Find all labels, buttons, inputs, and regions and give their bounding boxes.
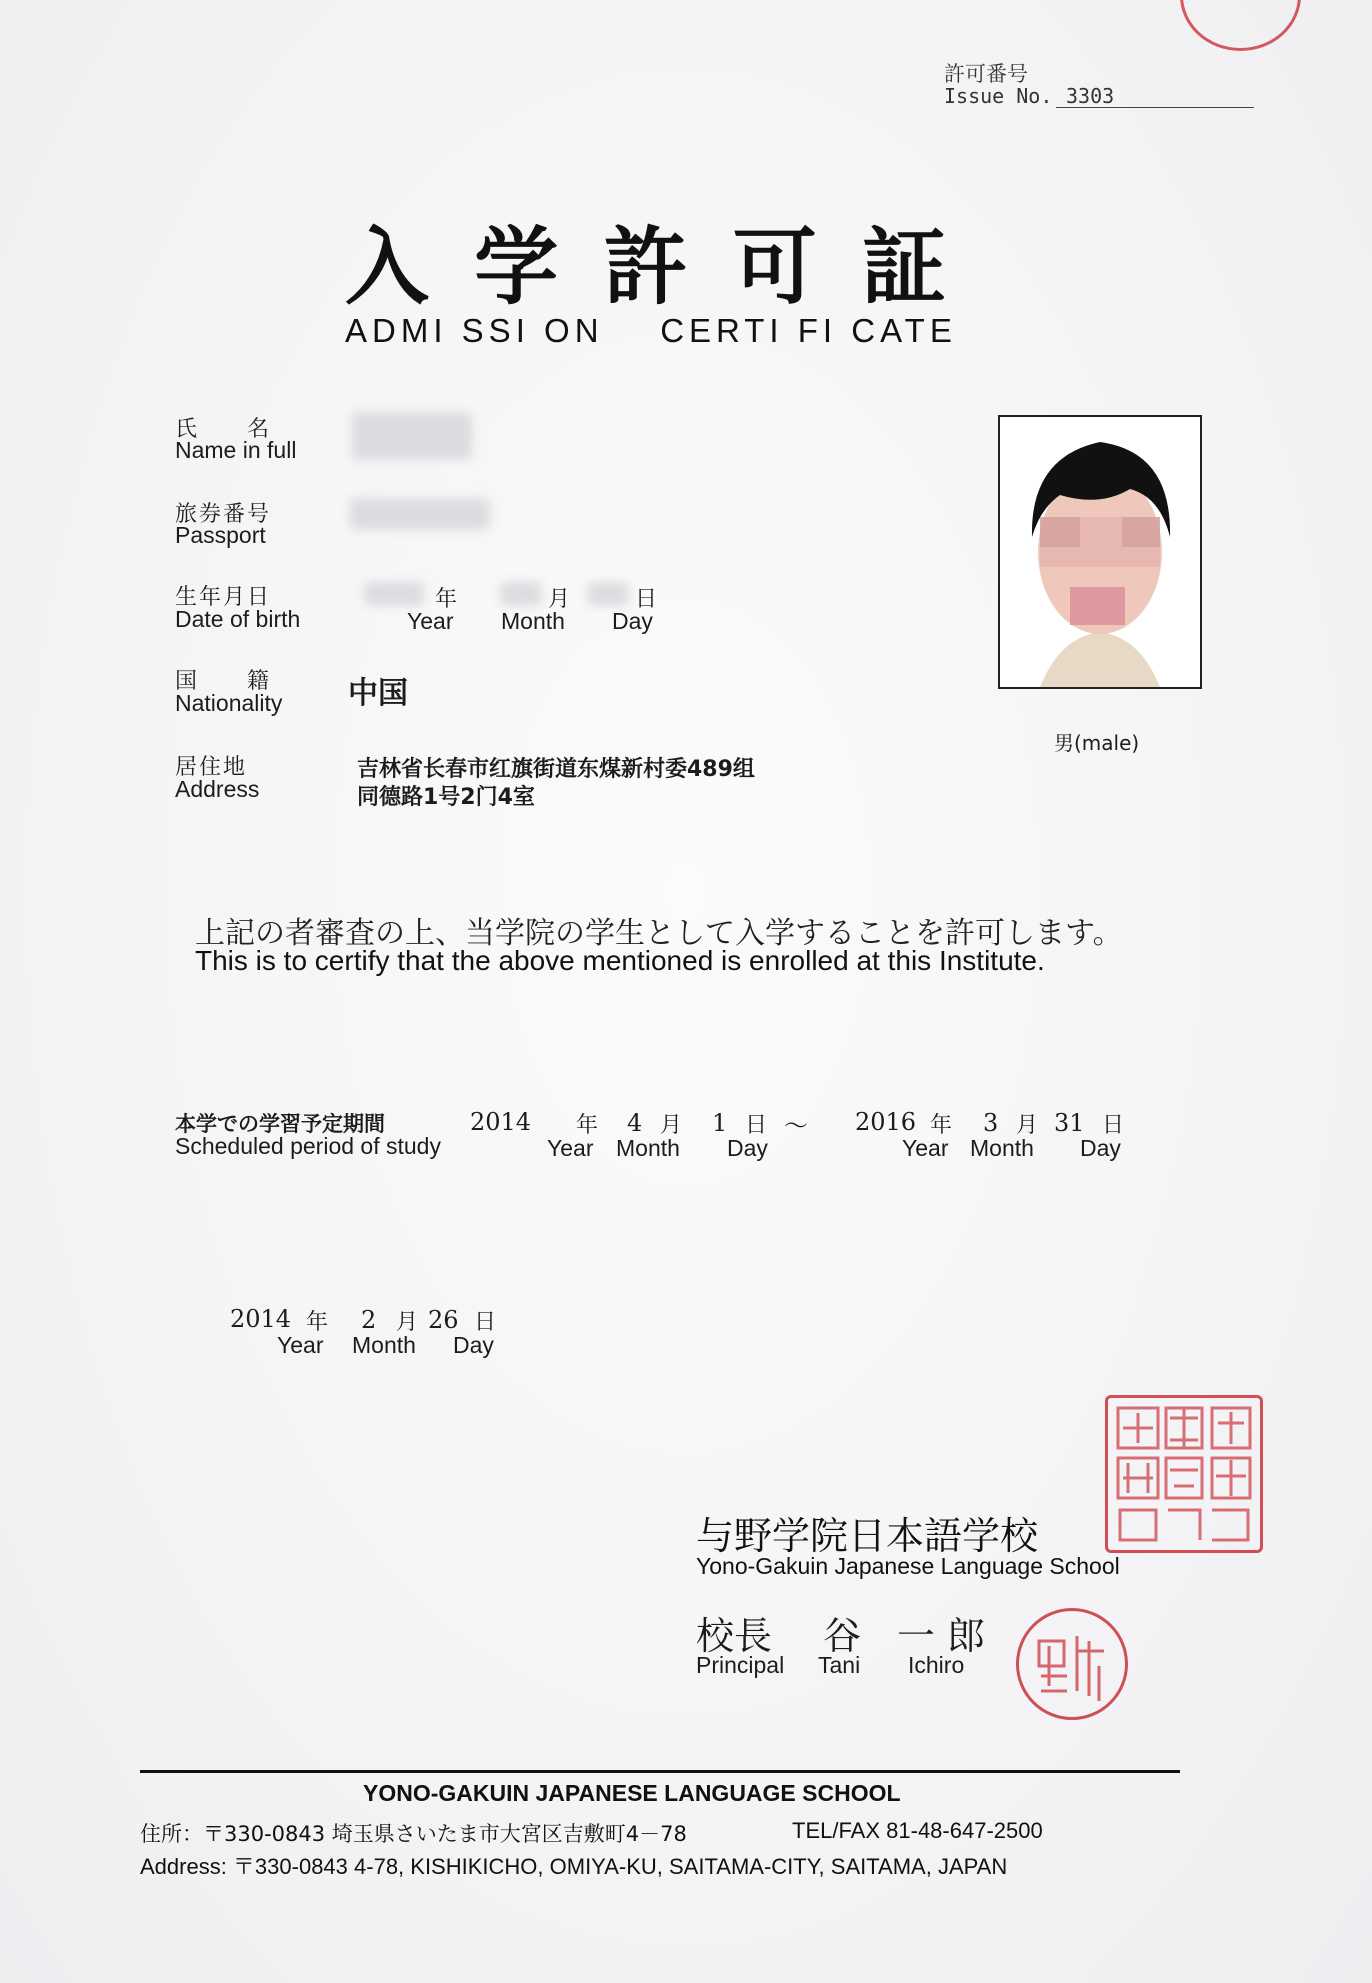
address-line1: 吉林省长春市红旗街道东煤新村委489组 <box>357 757 755 782</box>
dob-label-en: Date of birth <box>175 606 301 632</box>
footer-address-jp: 住所：〒330-0843 埼玉県さいたま市大宮区吉敷町4－78 <box>140 1822 687 1846</box>
issue-date-year-en: Year <box>277 1332 324 1358</box>
nationality-label-en: Nationality <box>175 690 283 716</box>
principal-round-seal <box>1016 1608 1128 1720</box>
dob-month-jp: 月 <box>548 587 571 612</box>
principal-surname-jp: 谷 <box>823 1614 862 1658</box>
square-seal-pattern <box>1108 1398 1260 1550</box>
period-start-day-jp: 日 <box>745 1113 768 1138</box>
dob-year-jp: 年 <box>435 587 458 612</box>
issue-date-day: 26 <box>428 1306 459 1334</box>
period-start-year-en: Year <box>547 1135 594 1161</box>
dob-day-en: Day <box>612 608 653 634</box>
issue-date-month: 2 <box>361 1306 377 1334</box>
period-start-year: 2014 <box>470 1108 532 1136</box>
period-start-day-en: Day <box>727 1135 768 1161</box>
issue-number-underline <box>1056 107 1254 108</box>
school-name-jp: 与野学院日本語学校 <box>696 1514 1039 1558</box>
statement-jp: 上記の者審査の上、当学院の学生として入学することを許可します。 <box>195 916 1123 951</box>
dob-year-en: Year <box>407 608 454 634</box>
issue-date-month-en: Month <box>352 1332 416 1358</box>
principal-title-en: Principal <box>696 1652 785 1678</box>
period-start-month: 4 <box>627 1109 643 1137</box>
corner-seal-fragment <box>1180 0 1301 51</box>
period-label-en: Scheduled period of study <box>175 1133 441 1159</box>
period-end-year-en: Year <box>902 1135 949 1161</box>
period-start-month-jp: 月 <box>660 1113 683 1138</box>
period-label-jp: 本学での学習予定期間 <box>175 1112 385 1136</box>
dob-day-redacted <box>587 582 629 606</box>
period-tilde: ～ <box>784 1112 808 1140</box>
footer-address-en: Address: 〒330-0843 4-78, KISHIKICHO, OMIYA-KU, SAITAMA-CITY, SAITAMA, JAPAN <box>140 1854 1008 1879</box>
nationality-value: 中国 <box>348 676 408 711</box>
footer-rule <box>140 1770 1180 1773</box>
statement-en: This is to certify that the above mentioned is enrolled at this Institute. <box>195 945 1045 976</box>
address-label-en: Address <box>175 776 260 802</box>
dob-month-en: Month <box>501 608 565 634</box>
principal-title-jp: 校長 <box>696 1614 773 1658</box>
name-redacted <box>352 412 472 460</box>
principal-given-jp: 一 郎 <box>897 1614 986 1658</box>
footer-school-name: YONO-GAKUIN JAPANESE LANGUAGE SCHOOL <box>363 1780 901 1806</box>
issue-date-day-en: Day <box>453 1332 494 1358</box>
period-end-day: 31 <box>1054 1109 1085 1137</box>
dob-day-jp: 日 <box>635 587 658 612</box>
issue-date-year: 2014 <box>230 1305 292 1333</box>
period-end-day-jp: 日 <box>1102 1113 1125 1138</box>
name-label-en: Name in full <box>175 437 297 463</box>
address-label-jp: 居住地 <box>175 755 248 780</box>
address-line2: 同德路1号2门4室 <box>357 785 535 810</box>
dob-month-redacted <box>500 582 542 606</box>
school-name-en: Yono-Gakuin Japanese Language School <box>696 1553 1120 1579</box>
gender-label: 男(male) <box>1054 731 1140 755</box>
period-end-month-en: Month <box>970 1135 1034 1161</box>
period-end-year-jp: 年 <box>930 1113 953 1138</box>
dob-label-jp: 生年月日 <box>175 585 272 610</box>
period-end-month: 3 <box>983 1109 999 1137</box>
id-photo <box>998 415 1202 689</box>
issue-date-year-jp: 年 <box>306 1310 329 1335</box>
issue-date-month-jp: 月 <box>396 1310 419 1335</box>
issue-label-en: Issue No. <box>944 84 1053 108</box>
issue-number: 3303 <box>1066 84 1115 108</box>
dob-year-redacted <box>364 582 424 606</box>
period-end-day-en: Day <box>1080 1135 1121 1161</box>
passport-label-jp: 旅券番号 <box>175 502 272 527</box>
period-end-month-jp: 月 <box>1016 1113 1039 1138</box>
passport-label-en: Passport <box>175 522 266 548</box>
period-start-month-en: Month <box>616 1135 680 1161</box>
title-jp: 入 学 許 可 証 <box>345 217 954 316</box>
principal-surname-en: Tani <box>818 1652 861 1678</box>
title-en: ADMI SSI ON CERTI FI CATE <box>345 312 957 349</box>
issue-label-jp: 許可番号 <box>944 62 1028 86</box>
nationality-label-jp: 国 籍 <box>175 669 272 694</box>
period-start-year-jp: 年 <box>576 1113 599 1138</box>
portrait-image <box>1000 417 1200 687</box>
round-seal-pattern <box>1019 1611 1125 1717</box>
name-label-jp: 氏 名 <box>175 417 272 442</box>
issue-date-day-jp: 日 <box>474 1310 497 1335</box>
passport-redacted <box>350 498 490 530</box>
period-end-year: 2016 <box>855 1108 917 1136</box>
footer-tel: TEL/FAX 81-48-647-2500 <box>792 1818 1043 1843</box>
principal-given-en: Ichiro <box>908 1652 965 1678</box>
period-start-day: 1 <box>712 1109 728 1137</box>
school-square-seal <box>1105 1395 1263 1553</box>
